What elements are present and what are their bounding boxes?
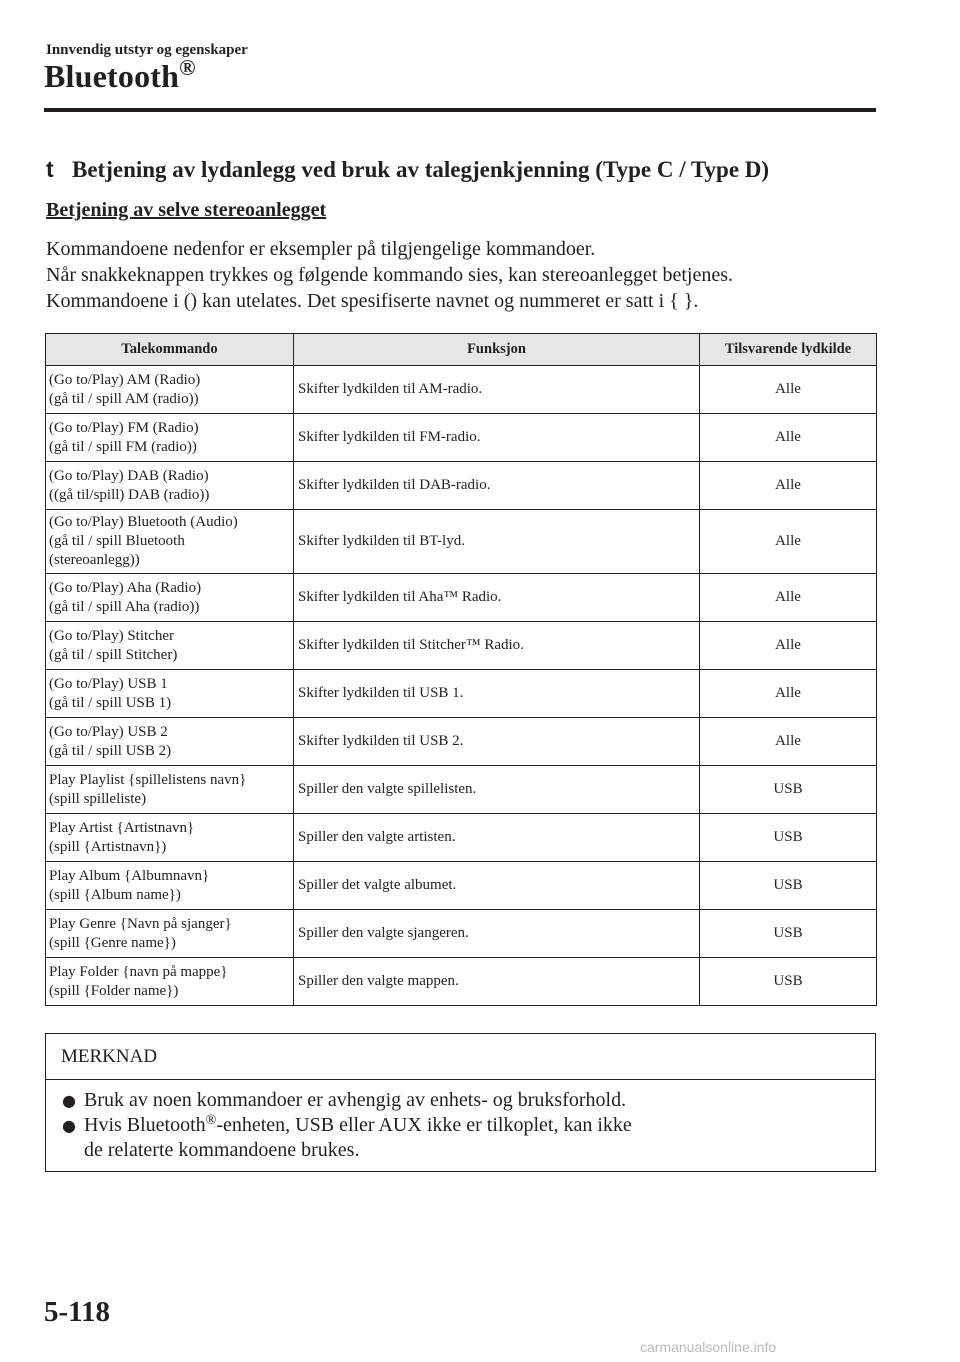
header-section-label: Innvendig utstyr og egenskaper — [46, 42, 248, 58]
cell-command — [46, 574, 294, 622]
command-line: Play Genre {Navn på sjanger} — [49, 915, 232, 932]
intro-line: Kommandoene i () kan utelates. Det spesifiserte navnet og nummeret er satt i { }. — [46, 290, 699, 312]
table-row — [46, 622, 877, 670]
cell-source: Alle — [700, 670, 877, 718]
command-line: (gå til / spill FM (radio)) — [49, 438, 197, 455]
page-title — [44, 55, 196, 95]
cell-source: USB — [700, 766, 877, 814]
cell-command — [46, 718, 294, 766]
column-header-source: Tilsvarende lydkilde — [700, 334, 877, 366]
command-line: Play Folder {navn på mappe} — [49, 963, 228, 980]
note-title: MERKNAD — [61, 1046, 158, 1067]
bullet-icon: ● — [62, 1091, 76, 1110]
command-line: (spill {Artistnavn}) — [49, 838, 167, 855]
subheading: Betjening av selve stereoanlegget — [46, 199, 327, 221]
command-line: (stereoanlegg)) — [49, 552, 140, 568]
page-number: 5-118 — [44, 1296, 111, 1328]
command-line: (Go to/Play) DAB (Radio) — [49, 467, 209, 484]
cell-function: Skifter lydkilden til Stitcher™ Radio. — [294, 622, 700, 670]
cell-function: Spiller den valgte mappen. — [294, 958, 700, 1006]
command-line: (Go to/Play) Aha (Radio) — [49, 579, 202, 596]
command-line: (spill {Album name}) — [49, 886, 181, 903]
cell-source: USB — [700, 958, 877, 1006]
command-line: (Go to/Play) USB 2 — [49, 723, 168, 740]
note-item-text: de relaterte kommandoene brukes. — [84, 1139, 360, 1161]
header-rule — [44, 108, 876, 112]
note-body — [58, 1088, 858, 1163]
cell-command — [46, 814, 294, 862]
cell-command — [46, 462, 294, 510]
cell-function: Skifter lydkilden til USB 2. — [294, 718, 700, 766]
note-item-text: Hvis Bluetooth — [84, 1114, 206, 1136]
cell-command — [46, 862, 294, 910]
column-header-function: Funksjon — [294, 334, 700, 366]
page-title-text: Bluetooth — [44, 58, 180, 94]
cell-function: Skifter lydkilden til AM-radio. — [294, 366, 700, 414]
cell-function: Spiller den valgte spillelisten. — [294, 766, 700, 814]
section-heading-text: Betjening av lydanlegg ved bruk av talegjenkjenning (Type C / Type D) — [72, 157, 770, 182]
command-line: (spill {Folder name}) — [49, 982, 179, 999]
command-line: (Go to/Play) FM (Radio) — [49, 419, 199, 436]
cell-function: Skifter lydkilden til Aha™ Radio. — [294, 574, 700, 622]
note-item-text: -enheten, USB eller AUX ikke er tilkoplet, kan ikke — [216, 1114, 632, 1136]
cell-source: Alle — [700, 622, 877, 670]
cell-command — [46, 366, 294, 414]
note-divider — [46, 1079, 875, 1080]
table-row — [46, 814, 877, 862]
command-line: (spill {Genre name}) — [49, 934, 176, 951]
table-row — [46, 718, 877, 766]
table-header-row — [46, 334, 877, 366]
note-box — [45, 1033, 876, 1172]
table-row — [46, 414, 877, 462]
note-item-text: Bruk av noen kommandoer er avhengig av enhets- og bruksforhold. — [84, 1089, 627, 1111]
command-line: ((gå til/spill) DAB (radio)) — [49, 486, 210, 503]
table-body — [46, 366, 877, 1006]
registered-mark: ® — [205, 1113, 217, 1128]
table-row — [46, 574, 877, 622]
cell-function: Skifter lydkilden til USB 1. — [294, 670, 700, 718]
command-line: (Go to/Play) AM (Radio) — [49, 371, 201, 388]
table-row — [46, 862, 877, 910]
cell-command — [46, 622, 294, 670]
intro-line: Kommandoene nedenfor er eksempler på tilgjengelige kommandoer. — [46, 238, 596, 260]
cell-function: Spiller den valgte sjangeren. — [294, 910, 700, 958]
registered-mark: ® — [179, 55, 196, 80]
cell-function: Spiller det valgte albumet. — [294, 862, 700, 910]
cell-source: Alle — [700, 718, 877, 766]
table-row — [46, 366, 877, 414]
cell-source: Alle — [700, 366, 877, 414]
table-row — [46, 462, 877, 510]
cell-command — [46, 510, 294, 574]
column-header-command: Talekommando — [46, 334, 294, 366]
section-bullet: t — [46, 156, 54, 182]
command-line: (Go to/Play) Bluetooth (Audio) — [49, 514, 238, 530]
command-line: Play Album {Albumnavn} — [49, 867, 210, 884]
command-line: Play Artist {Artistnavn} — [49, 819, 195, 836]
note-item — [58, 1113, 858, 1163]
table-row — [46, 510, 877, 574]
table-row — [46, 958, 877, 1006]
cell-command — [46, 414, 294, 462]
command-line: (gå til / spill Bluetooth — [49, 533, 185, 549]
cell-command — [46, 958, 294, 1006]
table-row — [46, 766, 877, 814]
cell-source: USB — [700, 910, 877, 958]
command-line: (gå til / spill AM (radio)) — [49, 390, 199, 407]
command-line: Play Playlist {spillelistens navn} — [49, 771, 247, 788]
table-row — [46, 910, 877, 958]
cell-source: Alle — [700, 414, 877, 462]
cell-function: Skifter lydkilden til FM-radio. — [294, 414, 700, 462]
command-line: (gå til / spill USB 1) — [49, 694, 172, 711]
cell-source: USB — [700, 814, 877, 862]
command-line: (Go to/Play) Stitcher — [49, 627, 174, 644]
cell-source: Alle — [700, 462, 877, 510]
note-item — [58, 1088, 858, 1113]
voice-command-table — [45, 333, 877, 1006]
cell-source: USB — [700, 862, 877, 910]
cell-function: Skifter lydkilden til BT-lyd. — [294, 510, 700, 574]
cell-source: Alle — [700, 574, 877, 622]
command-line: (spill spilleliste) — [49, 790, 147, 807]
bullet-icon: ● — [62, 1116, 76, 1135]
cell-function: Spiller den valgte artisten. — [294, 814, 700, 862]
command-line: (Go to/Play) USB 1 — [49, 675, 168, 692]
cell-function: Skifter lydkilden til DAB-radio. — [294, 462, 700, 510]
cell-command — [46, 670, 294, 718]
command-line: (gå til / spill Aha (radio)) — [49, 598, 200, 615]
command-line: (gå til / spill USB 2) — [49, 742, 172, 759]
cell-source: Alle — [700, 510, 877, 574]
intro-text — [46, 236, 876, 314]
section-heading — [46, 156, 769, 183]
intro-line: Når snakkeknappen trykkes og følgende kommando sies, kan stereoanlegget betjenes. — [46, 264, 734, 286]
cell-command — [46, 766, 294, 814]
cell-command — [46, 910, 294, 958]
command-line: (gå til / spill Stitcher) — [49, 646, 178, 663]
watermark: carmanualsonline.info — [640, 1339, 777, 1355]
table-row — [46, 670, 877, 718]
